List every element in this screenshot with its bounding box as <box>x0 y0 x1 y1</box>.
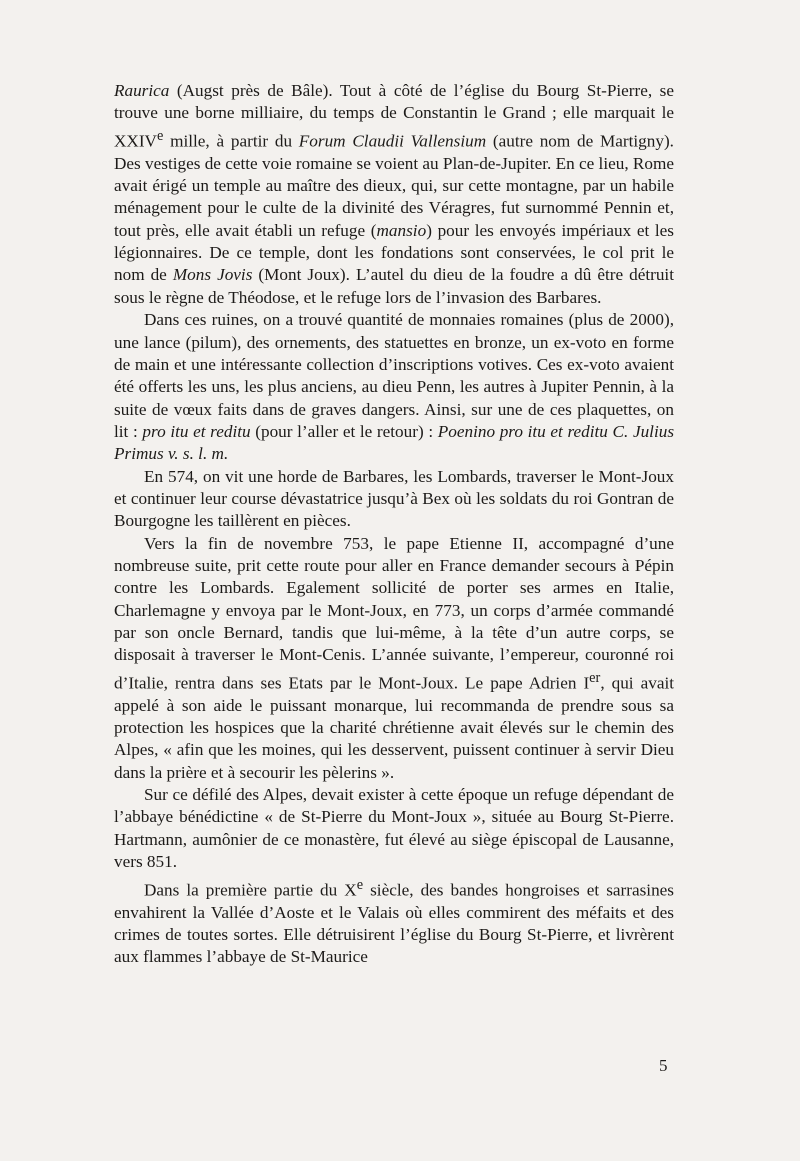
italic-text: Forum Claudii Vallensium <box>298 131 487 151</box>
text-run: En 574, on vit une horde de Barbares, les Lombards, traverser le Mont-Joux et continuer leur course dévastatrice jusqu’à Bex où les soldats du roi Gontran de Bourgogne les taillèrent en pièces. <box>114 466 674 531</box>
text-run: (Augst près de Bâle). Tout à côté de l’église du Bourg St-Pierre, se trouve une borne milliaire, du temps de Constantin le Grand ; elle marquait le XXIV <box>114 81 674 151</box>
italic-text: pro itu et reditu <box>142 421 251 441</box>
italic-text: Raurica <box>114 81 170 100</box>
text-run: , qui avait appelé à son aide le puissant monarque, lui recommanda de prendre sous sa protection les hospices que la charité chrétienne avait élevés sur le chemin des Alpes, « afin que les moines, qui les desservent, puissent continuer à servir Dieu dans la prière et à secourir les pèlerins ». <box>114 673 674 782</box>
superscript-text: e <box>356 876 364 893</box>
text-run: (Mont Joux). L’autel du dieu de la foudre a dû être détruit sous le règne de Théodose, et le refuge lors de l’invasion des Barbares. <box>114 265 674 307</box>
paragraph <box>114 466 674 533</box>
paragraph <box>114 784 674 873</box>
paragraph <box>114 533 674 785</box>
italic-text: Mons Jovis <box>172 265 253 285</box>
text-run: siècle, des bandes hongroises et sarrasines envahirent la Vallée d’Aoste et le Valais où elles commirent des méfaits et des crimes de toutes sortes. Elle détruisirent l’église du Bourg St-Pierre, et livrèrent aux flammes l’abbaye de St-Maurice <box>114 880 674 967</box>
text-run: (pour l’aller et le retour) : <box>250 421 438 441</box>
superscript-text: er <box>589 669 601 686</box>
text-run: (autre nom de Martigny). Des vestiges de cette voie romaine se voient au Plan-de-Jupiter. En ce lieu, Rome avait érigé un temple au maître des dieux, qui, sur cette montagne, par un habile ménagement pour le culte de la divinité des Véragres, fut surnommé Pennin et, tout près, elle avait établi un refuge ( <box>114 131 674 240</box>
superscript-text: e <box>156 127 164 144</box>
text-run: Dans ces ruines, on a trouvé quantité de monnaies romaines (plus de 2000), une lance (pilum), des ornements, des statuettes en bronze, un ex-voto en forme de main et une intéressante collection d’inscriptions votives. Ces ex-voto avaient été offerts les uns, les plus anciens, au dieu Penn, les autres à Jupiter Pennin, à la suite de vœux faits dans de graves dangers. Ainsi, sur une de ces plaquettes, on lit : <box>114 310 674 441</box>
page-number: 5 <box>659 1056 668 1075</box>
text-run: Dans la première partie du X <box>144 880 357 900</box>
body-text <box>114 80 674 969</box>
text-run: Vers la fin de novembre 753, le pape Etienne II, accompagné d’une nombreuse suite, prit cette route pour aller en France demander secours à Pépin contre les Lombards. Egalement sollicité de porter ses armes en Italie, Charlemagne y envoya par le Mont-Joux, en 773, un corps d’armée commandé par son oncle Bernard, tandis que lui-même, à la tête d’un autre corps, se disposait à traverser le Mont-Cenis. L’année suivante, l’empereur, couronné roi d’Italie, rentra dans ses Etats par le Mont-Joux. Le pape Adrien I <box>114 533 674 693</box>
italic-text: mansio <box>376 220 427 240</box>
italic-text: Poenino pro itu et reditu C. Julius Primus v. s. l. m. <box>114 421 675 464</box>
text-run: mille, à partir du <box>163 131 299 151</box>
paragraph <box>114 309 674 465</box>
paragraph <box>114 80 674 309</box>
text-run: ) pour les envoyés impériaux et les légionnaires. De ce temple, dont les fondations sont conservées, le col prit le nom de <box>114 220 674 285</box>
text-run: Sur ce défilé des Alpes, devait exister à cette époque un refuge dépendant de l’abbaye bénédictine « de St-Pierre du Mont-Joux », située au Bourg St-Pierre. Hartmann, aumônier de ce monastère, fut élevé au siège épiscopal de Lausanne, vers 851. <box>114 785 674 872</box>
paragraph <box>114 874 674 969</box>
